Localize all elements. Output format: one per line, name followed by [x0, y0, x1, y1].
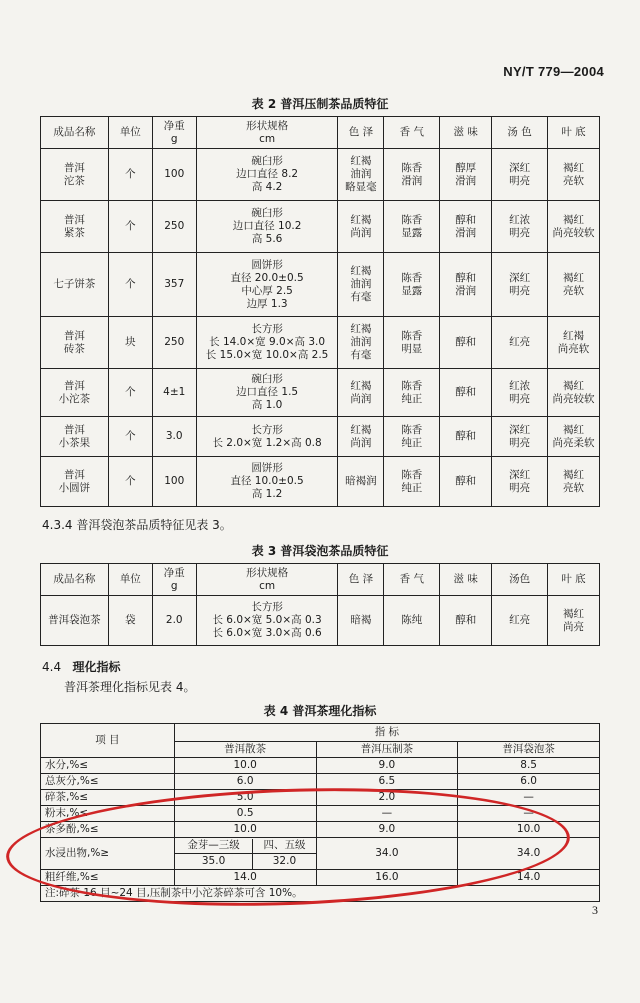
table-cell: 碎茶,%≤: [41, 790, 175, 806]
table-cell: 红褐 油润 有毫: [338, 317, 384, 369]
table-cell: 四、五级: [253, 839, 316, 854]
table2-caption: 表 2 普洱压制茶品质特征: [251, 97, 389, 111]
table-cell: 醇和: [440, 317, 492, 369]
table3-header-row: [41, 564, 600, 596]
table-cell: 陈香 纯正: [384, 417, 440, 457]
table-row: [41, 201, 600, 253]
extract-grade-subtable: [175, 839, 316, 869]
header-cell: 滋 味: [440, 564, 492, 596]
table-cell: 10.0: [174, 758, 316, 774]
table-cell: 红浓 明亮: [492, 201, 548, 253]
table4: [40, 723, 600, 902]
table-row: [41, 149, 600, 201]
table-row: [41, 822, 600, 838]
table-cell: 长方形 长 6.0×宽 5.0×高 0.3 长 6.0×宽 3.0×高 0.6: [196, 596, 338, 646]
table-cell: 醇和: [440, 417, 492, 457]
table-cell: 普洱 砖茶: [41, 317, 109, 369]
table-cell: 陈香 明显: [384, 317, 440, 369]
table-cell: 碗臼形 边口直径 10.2 高 5.6: [196, 201, 338, 253]
table-cell: 长方形 长 14.0×宽 9.0×高 3.0 长 15.0×宽 10.0×高 2.5: [196, 317, 338, 369]
table-cell: 长方形 长 2.0×宽 1.2×高 0.8: [196, 417, 338, 457]
table-cell: 醇厚 滑润: [440, 149, 492, 201]
table-cell: 红褐 尚润: [338, 417, 384, 457]
table-cell: 个: [108, 457, 152, 507]
table-cell: 6.5: [316, 774, 458, 790]
table-cell: 陈香 滑润: [384, 149, 440, 201]
header-cell: 普洱袋泡茶: [458, 742, 600, 758]
table-cell: 14.0: [458, 870, 600, 886]
table-cell: —: [458, 806, 600, 822]
table-cell: 醇和 滑润: [440, 253, 492, 317]
header-cell: 滋 味: [440, 117, 492, 149]
table-cell: 褐红 亮软: [548, 253, 600, 317]
table-cell: 16.0: [316, 870, 458, 886]
table-cell: 粉末,%≤: [41, 806, 175, 822]
table-cell: 14.0: [174, 870, 316, 886]
header-cell: 形状规格 cm: [196, 117, 338, 149]
table-cell: 357: [152, 253, 196, 317]
table-cell: 个: [108, 149, 152, 201]
table-cell: 茶多酚,%≤: [41, 822, 175, 838]
table-cell: 红褐 尚润: [338, 369, 384, 417]
header-cell: 净重 g: [152, 564, 196, 596]
table-cell: 100: [152, 457, 196, 507]
table-cell: 个: [108, 417, 152, 457]
table-cell: 褐红 亮软: [548, 149, 600, 201]
table-cell: 粗纤维,%≤: [41, 870, 175, 886]
table-cell: 8.5: [458, 758, 600, 774]
table-cell: 4±1: [152, 369, 196, 417]
table-cell: 2.0: [152, 596, 196, 646]
table-row: [41, 774, 600, 790]
table-cell: 碗臼形 边口直径 1.5 高 1.0: [196, 369, 338, 417]
section-4-3-4-text: 4.3.4 普洱袋泡茶品质特征见表 3。: [42, 518, 232, 532]
header-cell: 普洱散茶: [174, 742, 316, 758]
table-cell: 陈香 显露: [384, 253, 440, 317]
table-cell: 100: [152, 149, 196, 201]
header-cell: 普洱压制茶: [316, 742, 458, 758]
table-row: [175, 854, 316, 869]
table-cell: 个: [108, 253, 152, 317]
table-cell: 总灰分,%≤: [41, 774, 175, 790]
table-cell: 9.0: [316, 758, 458, 774]
table-cell: 红褐 油润 有毫: [338, 253, 384, 317]
table-row: [41, 417, 600, 457]
table-cell: 褐红 尚亮柔软: [548, 417, 600, 457]
header-cell: 净重 g: [152, 117, 196, 149]
table-cell: 醇和: [440, 596, 492, 646]
table-cell: 块: [108, 317, 152, 369]
table-cell: 褐红 尚亮较软: [548, 201, 600, 253]
table-note: 注:碎茶 16 目~24 目,压制茶中小沱茶碎茶可含 10%。: [41, 886, 600, 902]
table-cell: 6.0: [458, 774, 600, 790]
table-cell: 陈纯: [384, 596, 440, 646]
table-cell: 深红 明亮: [492, 457, 548, 507]
section-number: 4.4: [42, 660, 62, 674]
table-cell: 褐红 亮软: [548, 457, 600, 507]
table2: [40, 116, 600, 507]
table-cell: 250: [152, 201, 196, 253]
header-cell: 色 泽: [338, 117, 384, 149]
table-cell: 深红 明亮: [492, 149, 548, 201]
table-cell: 0.5: [174, 806, 316, 822]
header-cell: 单位: [108, 564, 152, 596]
table-cell: 红亮: [492, 317, 548, 369]
table-cell: 红亮: [492, 596, 548, 646]
table-cell: 褐红 尚亮: [548, 596, 600, 646]
header-cell: 成品名称: [41, 117, 109, 149]
table-cell: 陈香 显露: [384, 201, 440, 253]
table-cell: 普洱 小圆饼: [41, 457, 109, 507]
table-cell: 暗褐润: [338, 457, 384, 507]
standard-code: NY/T 779—2004: [503, 64, 604, 79]
table-cell: 水浸出物,%≥: [41, 838, 175, 870]
table-cell: 3.0: [152, 417, 196, 457]
header-cell: 叶 底: [548, 117, 600, 149]
header-cell: 形状规格 cm: [196, 564, 338, 596]
table-cell: 金芽—三级: [175, 839, 253, 854]
table-cell: 6.0: [174, 774, 316, 790]
table-row: [41, 758, 600, 774]
table-cell: 普洱 小茶果: [41, 417, 109, 457]
index-header: 指 标: [174, 724, 599, 742]
header-cell: 叶 底: [548, 564, 600, 596]
section-4-4-text: 普洱茶理化指标见表 4。: [64, 680, 196, 694]
table-cell: 深红 明亮: [492, 253, 548, 317]
table-cell: —: [458, 790, 600, 806]
table3: [40, 563, 600, 646]
extract-loose-cell: [174, 838, 316, 870]
table-cell: 个: [108, 369, 152, 417]
table-cell: 红褐 尚亮软: [548, 317, 600, 369]
table-cell: 圆饼形 直径 20.0±0.5 中心厚 2.5 边厚 1.3: [196, 253, 338, 317]
table-cell: 袋: [108, 596, 152, 646]
table-cell: 醇和: [440, 457, 492, 507]
table-cell: 普洱 紧茶: [41, 201, 109, 253]
table-row: [41, 806, 600, 822]
table2-header-row: [41, 117, 600, 149]
table-cell: 10.0: [458, 822, 600, 838]
section-title: 理化指标: [72, 660, 121, 674]
table-cell: 红褐 油润 略显毫: [338, 149, 384, 201]
table-row: [41, 724, 600, 742]
table-cell: 9.0: [316, 822, 458, 838]
table-cell: 陈香 纯正: [384, 457, 440, 507]
table-cell: 250: [152, 317, 196, 369]
table-row: [41, 457, 600, 507]
table-row: [41, 870, 600, 886]
table-cell: 10.0: [174, 822, 316, 838]
table-row: [41, 790, 600, 806]
table-cell: 水分,%≤: [41, 758, 175, 774]
table-cell: 32.0: [253, 854, 316, 869]
header-cell: 单位: [108, 117, 152, 149]
header-cell: 香 气: [384, 564, 440, 596]
table-row: [175, 839, 316, 854]
table-cell: 普洱 小沱茶: [41, 369, 109, 417]
table-cell: 圆饼形 直径 10.0±0.5 高 1.2: [196, 457, 338, 507]
table-cell: 深红 明亮: [492, 417, 548, 457]
section-4-4-heading: [42, 658, 121, 675]
page-number: 3: [592, 903, 598, 917]
table-row: [41, 596, 600, 646]
table-row: [41, 886, 600, 902]
table-cell: 醇和: [440, 369, 492, 417]
item-header: 项 目: [41, 724, 175, 758]
table-row: [41, 369, 600, 417]
table-cell: 陈香 纯正: [384, 369, 440, 417]
table-cell: 普洱袋泡茶: [41, 596, 109, 646]
table-cell: 暗褐: [338, 596, 384, 646]
table-row: [41, 838, 600, 870]
table-cell: 褐红 尚亮较软: [548, 369, 600, 417]
table-cell: 红褐 尚润: [338, 201, 384, 253]
header-cell: 成品名称: [41, 564, 109, 596]
table-cell: —: [316, 806, 458, 822]
table-row: [41, 253, 600, 317]
header-cell: 汤色: [492, 564, 548, 596]
table-cell: 35.0: [201, 854, 226, 867]
table-cell: 2.0: [316, 790, 458, 806]
table-cell: 个: [108, 201, 152, 253]
table4-caption: 表 4 普洱茶理化指标: [263, 704, 377, 718]
table-cell: 红浓 明亮: [492, 369, 548, 417]
header-cell: 汤 色: [492, 117, 548, 149]
header-cell: 色 泽: [338, 564, 384, 596]
header-cell: 香 气: [384, 117, 440, 149]
table-row: [41, 317, 600, 369]
table-cell: 5.0: [174, 790, 316, 806]
table-cell: 34.0: [316, 838, 458, 870]
table-cell: 34.0: [458, 838, 600, 870]
table-cell: 普洱 沱茶: [41, 149, 109, 201]
table-cell: 碗臼形 边口直径 8.2 高 4.2: [196, 149, 338, 201]
table-cell: 醇和 滑润: [440, 201, 492, 253]
table-cell: 七子饼茶: [41, 253, 109, 317]
table3-caption: 表 3 普洱袋泡茶品质特征: [251, 544, 389, 558]
